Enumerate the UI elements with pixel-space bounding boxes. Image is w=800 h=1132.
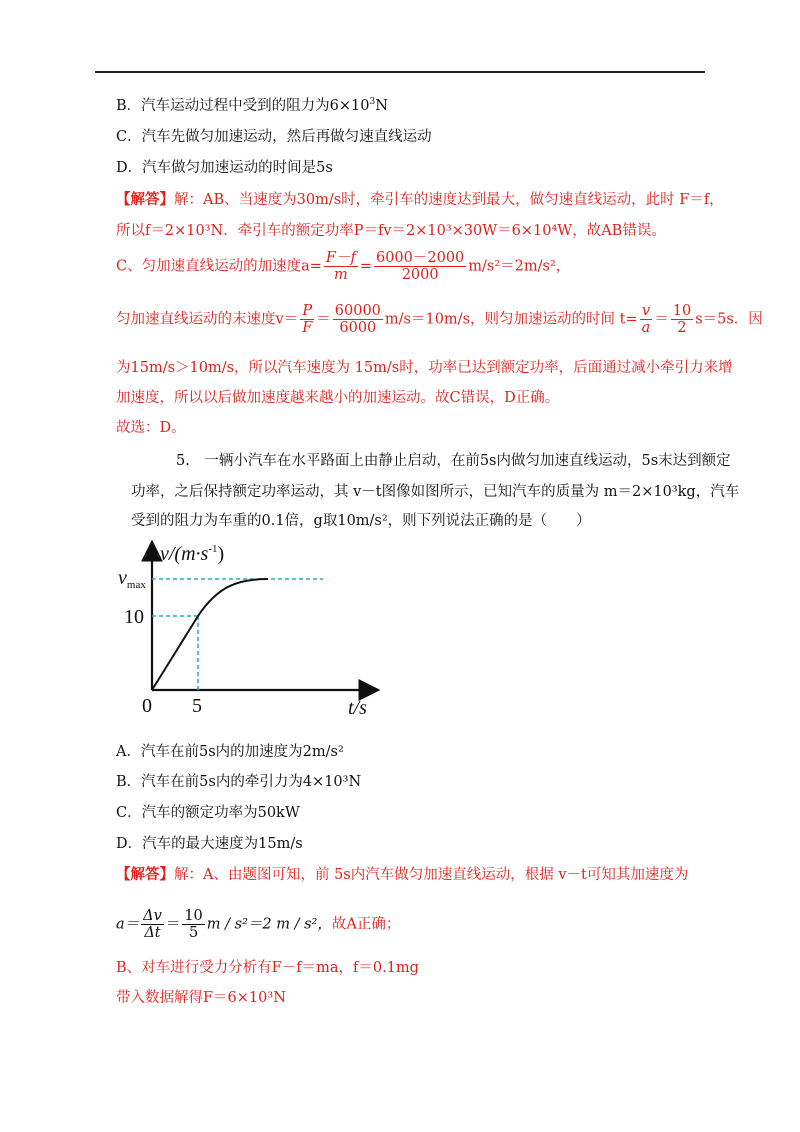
answer2-line2: a＝ $\frac{\Delta v}{\Delta t}$ ＝ $\frac{10}{5}$ m / s²＝2 m / s²，故A正确；	[116, 908, 401, 941]
answer2-line4: 带入数据解得F＝6×10³N	[116, 990, 286, 1006]
answer1-line4: 匀加速直线运动的末速度v＝ $\frac{P}{F}$ ＝ $\frac{60000}{6000}$ m/s＝10m/s，则匀加速运动的时间 t= $\frac{v}{a}$ ＝ $\frac{10}{2}$ s＝5s．因	[116, 303, 763, 336]
origin-label: 0	[142, 695, 152, 717]
q5-line2: 功率，之后保持额定功率运动，其 v－t图像如图所示，已知汽车的质量为 m＝2×10³kg，汽车	[131, 484, 740, 500]
q5-option-a: A．汽车在前5s内的加速度为2m/s²	[116, 744, 344, 760]
answer1-line6: 加速度，所以以后做加速度越来越小的加速运动。故C错误，D正确。	[116, 390, 560, 406]
x-axis-label: t/s	[348, 697, 367, 719]
answer1-line1: 【解答】解：AB、当速度为30m/s时，牵引车的速度达到最大，做匀速直线运动，此时 F＝f，	[116, 191, 724, 208]
answer1-line5: 为15m/s＞10m/s，所以汽车速度为 15m/s时，功率已达到额定功率，后面通过减小牵引力来增	[116, 360, 733, 376]
answer1-line3: C、匀加速直线运动的加速度a= $\frac{F-f}{m}$ = $\frac{6000-2000}{2000}$ m/s²＝2m/s²，	[116, 250, 571, 283]
vt-graph	[118, 538, 388, 723]
velocity-curve	[152, 579, 268, 690]
answer1-line2: 所以f＝2×10³N．牵引车的额定功率P＝fv＝2×10³×30W＝6×10⁴W，故AB错误。	[116, 223, 666, 239]
answer2-line1: 【解答】解：A、由题图可知，前 5s内汽车做匀加速直线运动，根据 v－t可知其加速度为	[116, 866, 689, 883]
header-rule	[95, 71, 705, 73]
q5-option-b: B．汽车在前5s内的牵引力为4×10³N	[116, 774, 362, 790]
q5-option-d: D．汽车的最大速度为15m/s	[116, 836, 303, 852]
tick-5-label: 5	[192, 695, 202, 717]
vmax-label: $v_{max}$	[118, 567, 146, 591]
q5-line1: 5. 一辆小汽车在水平路面上由静止启动，在前5s内做匀加速直线运动，5s末达到额定	[176, 453, 731, 469]
q5-line3: 受到的阻力为车重的0.1倍，g取10m/s²，则下列说法正确的是（ ）	[131, 513, 591, 529]
q5-option-c: C．汽车的额定功率为50kW	[116, 805, 300, 821]
answer1-line7: 故选：D。	[116, 420, 186, 436]
q4-option-b: B．汽车运动过程中受到的阻力为$6\times 10^3N$	[116, 97, 388, 114]
answer2-line3: B、对车进行受力分析有F－f＝ma，f＝0.1mg	[116, 960, 419, 976]
tick-10-label: 10	[124, 606, 144, 628]
q4-option-c: C．汽车先做匀加速运动，然后再做匀速直线运动	[116, 129, 432, 145]
y-axis-label: $v/(m\cdot s^{-1})$	[160, 543, 225, 565]
q4-option-d: D．汽车做匀加速运动的时间是5s	[116, 160, 333, 176]
